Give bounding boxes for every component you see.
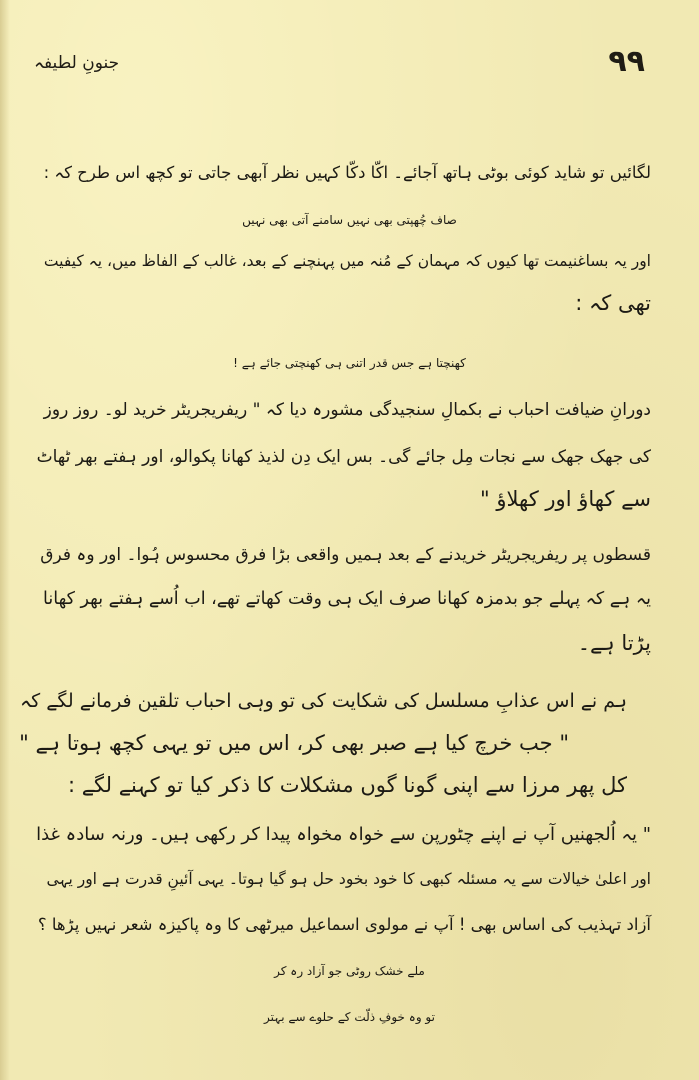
text-line: کل پھر مرزا سے اپنی گونا گوں مشکلات کا ذکر کیا تو کہنے لگے :	[67, 773, 627, 797]
verse-line: ملے خشک روٹی جو آزاد رہ کر	[274, 964, 425, 978]
text-line: تھی کہ :	[575, 291, 651, 315]
quote-line: " یہ اُلجھنیں آپ نے اپنے چٹورپن سے خواہ مخواہ پیدا کر رکھی ہیں۔ ورنہ سادہ غذا	[36, 824, 651, 845]
text-line: اور یہ بساغنیمت تھا کیوں کہ مہمان کے مُنہ میں پہنچنے کے بعد، غالب کے الفاظ میں، یہ کیفیت	[43, 252, 651, 270]
text-line: ہم نے اس عذابِ مسلسل کی شکایت کی تو وہی احباب تلقین فرمانے لگے کہ	[20, 690, 627, 712]
running-header-title: جنونِ لطیفہ	[34, 53, 120, 73]
text-line: کی جھک جھک سے نجات مِل جائے گی۔ بس ایک دِن لذیذ کھانا پکوالو، اور ہفتے بھر ٹھاٹ	[36, 447, 651, 467]
text-line: دورانِ ضیافت احباب نے بکمالِ سنجیدگی مشورہ دیا کہ " ریفریجریٹر خرید لو۔ روز روز	[43, 400, 651, 420]
verse-line: تو وہ خوفِ ذلّت کے حلوے سے بہتر	[264, 1010, 435, 1024]
page-gutter-shadow	[0, 0, 10, 1080]
verse-line: کھنچتا ہے جس قدر اتنی ہی کھنچتی جائے ہے !	[233, 356, 466, 370]
text-line: سے کھاؤ اور کھلاؤ "	[480, 487, 651, 511]
quote-line: اور اعلیٰ خیالات سے یہ مسئلہ کبھی کا خود بخود حل ہو گیا ہوتا۔ یہی آئینِ قدرت ہے اور یہی	[46, 870, 651, 888]
verse-line: صاف چُھپتی بھی نہیں سامنے آتی بھی نہیں	[242, 213, 457, 227]
text-line: قسطوں پر ریفریجریٹر خریدنے کے بعد ہمیں واقعی بڑا فرق محسوس ہُوا۔ اور وہ فرق	[40, 545, 651, 565]
text-line: پڑتا ہے۔	[577, 631, 651, 655]
quote-line: " جب خرچ کیا ہے صبر بھی کر، اس میں تو یہی کچھ ہوتا ہے "	[19, 731, 569, 755]
page-number: ۹۹	[608, 44, 645, 79]
text-line: لگائیں تو شاید کوئی بوٹی ہاتھ آجائے۔ اکّا دکّا کہیں نظر آبھی جاتی تو کچھ اس طرح کہ :	[43, 163, 651, 182]
text-line: یہ ہے کہ پہلے جو بدمزہ کھانا صرف ایک ہی وقت کھاتے تھے، اب اُسے ہفتے بھر کھانا	[43, 589, 651, 609]
quote-line: آزاد تہذیب کی اساس بھی ! آپ نے مولوی اسماعیل میرٹھی کا وہ پاکیزہ شعر نہیں پڑھا ؟	[37, 915, 651, 934]
